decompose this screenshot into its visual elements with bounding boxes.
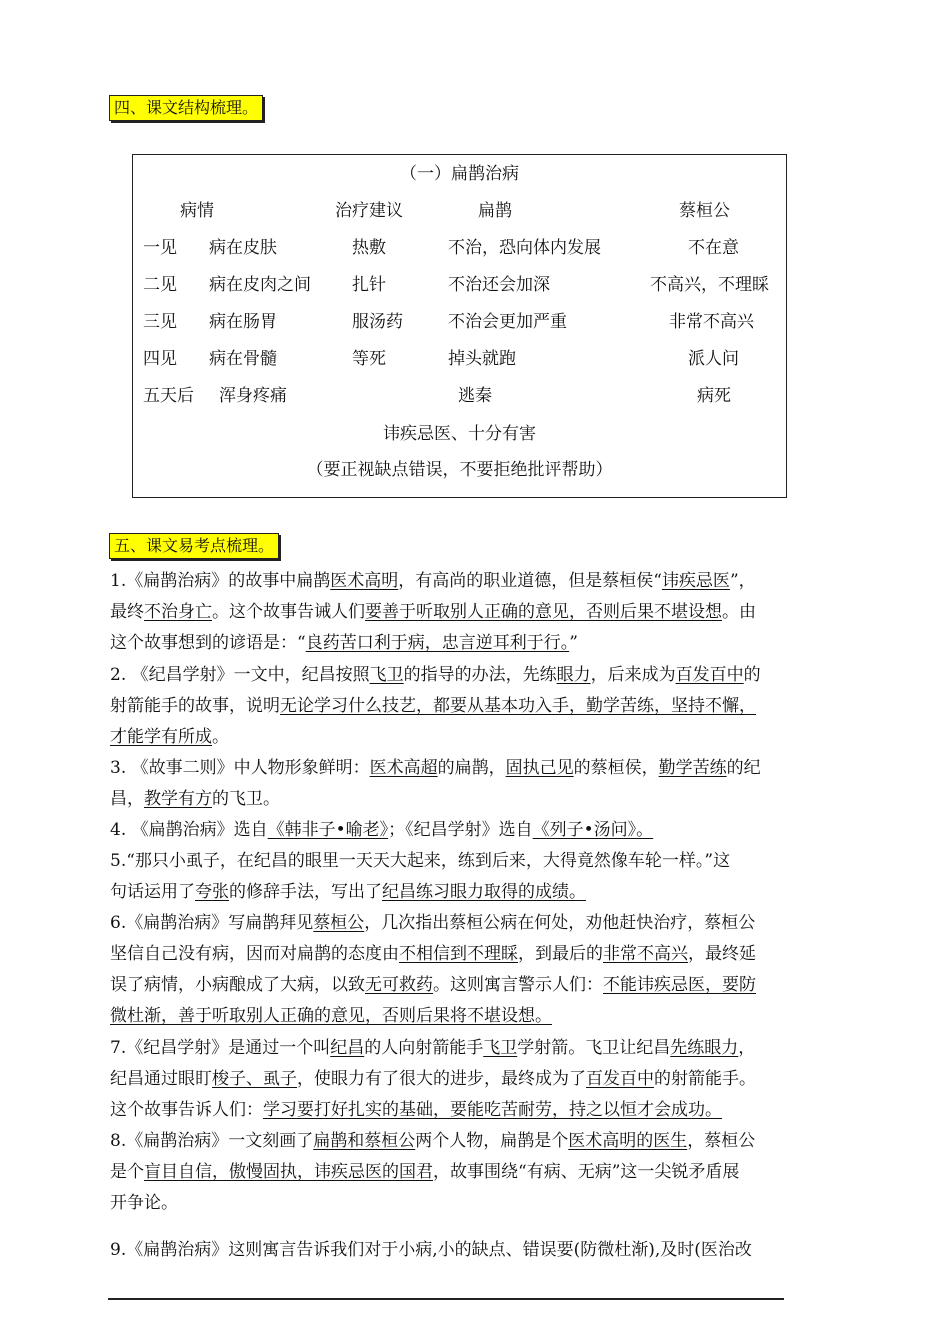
- row-caihuan: 病死: [697, 386, 731, 406]
- row-bianque: 不治会更加严重: [448, 312, 567, 332]
- item-text: 的射箭能手。: [654, 1069, 756, 1089]
- section4-heading: 四、课文结构梳理。: [109, 95, 263, 121]
- item-line: [110, 939, 845, 970]
- item-text: ，故事围绕“有病、无病”这一尖锐矛盾展: [433, 1162, 740, 1182]
- row-treatment: 热敷: [352, 238, 386, 258]
- underlined-answer: 不相信到不理睬: [399, 944, 518, 964]
- exam-point-item: [110, 846, 845, 908]
- row-stage: 五天后: [143, 386, 194, 406]
- underlined-answer: 非常不高兴: [603, 944, 688, 964]
- item-text: 学射箭。飞卫让纪昌: [517, 1038, 671, 1058]
- structure-table: [132, 154, 787, 498]
- underlined-answer: 蔡桓公: [313, 913, 365, 933]
- item-text: 的: [743, 665, 761, 685]
- row-treatment: 扎针: [352, 275, 386, 295]
- underlined-answer: 讳疾忌医: [661, 571, 730, 591]
- item-text: 6.《扁鹊治病》写扁鹊拜见: [110, 913, 314, 933]
- item-text: 昌，: [110, 789, 144, 809]
- item-text: ”，: [729, 571, 756, 591]
- item-text: 的指导的办法，先练: [403, 665, 557, 685]
- underlined-answer: 百发百中: [586, 1069, 654, 1089]
- item-text: 。: [212, 727, 229, 747]
- item-text: 的飞卫。: [212, 789, 280, 809]
- row-caihuan: 不在意: [688, 238, 739, 258]
- item-text: 1.《扁鹊治病》的故事中扁鹊: [110, 571, 331, 591]
- exam-point-item: [110, 908, 845, 1032]
- item-text: 。由: [722, 602, 756, 622]
- item-text: 两个人物，扁鹊是个: [415, 1131, 569, 1151]
- item-text: 这个故事告诉人们：: [110, 1100, 263, 1120]
- item-line: [110, 784, 845, 815]
- item-text: 的扁鹊，: [437, 758, 506, 778]
- item-text: 的蔡桓侯，: [573, 758, 659, 778]
- item-line: [110, 1235, 845, 1266]
- row-condition: 病在皮肤: [209, 238, 277, 258]
- item-text: ，后来成为: [590, 665, 676, 685]
- item-line: [110, 628, 845, 659]
- row-condition: 病在骨髓: [209, 349, 277, 369]
- underlined-answer: 飞卫: [483, 1038, 518, 1058]
- underlined-answer: 《韩非子•喻老》: [267, 820, 389, 840]
- row-bianque: 不治还会加深: [448, 275, 550, 295]
- item-line: [110, 877, 845, 908]
- item-text: 。这个故事告诫人们: [212, 602, 365, 622]
- item-line: [110, 722, 845, 753]
- table-lesson: （要正视缺点错误，不要拒绝批评帮助）: [306, 460, 613, 480]
- header-bianque: 扁鹊: [478, 201, 512, 221]
- item-text: ，有高尚的职业道德，但是蔡桓侯“: [398, 571, 662, 591]
- item-text: 2. 《纪昌学射》一文中，纪昌按照: [110, 665, 370, 685]
- exam-point-item: [110, 566, 845, 659]
- row-condition: 浑身疼痛: [219, 386, 287, 406]
- item-text: 5.“那只小虱子，在纪昌的眼里一天天大起来，练到后来，大得竟然像车轮一样。”这: [110, 851, 731, 871]
- underlined-answer: 眼力: [556, 665, 591, 685]
- underlined-answer: 微杜渐，善于听取别人正确的意见，否则后果将不堪设想。: [110, 1006, 552, 1026]
- underlined-answer: 学习要打好扎实的基础，要能吃苦耐劳，持之以恒才会成功。: [263, 1100, 722, 1120]
- item-text: ，到最后的: [518, 944, 603, 964]
- exam-point-item: [110, 753, 845, 815]
- row-bianque: 不治，恐向体内发展: [448, 238, 601, 258]
- item-text: ，蔡桓公: [687, 1131, 756, 1151]
- underlined-answer: 《列子•汤问》。: [532, 820, 654, 840]
- underlined-answer: 才能学有所成: [110, 727, 212, 747]
- row-treatment: 等死: [352, 349, 386, 369]
- item-text: 是个: [110, 1162, 144, 1182]
- row-condition: 病在皮肉之间: [209, 275, 311, 295]
- header-condition: 病情: [180, 201, 214, 221]
- item-text: 开争论。: [110, 1193, 178, 1213]
- item-text: 射箭能手的故事，说明: [110, 696, 280, 716]
- item-text: 最终: [110, 602, 144, 622]
- header-caihuan: 蔡桓公: [679, 201, 730, 221]
- row-condition: 病在肠胃: [209, 312, 277, 332]
- underlined-answer: 夸张: [195, 882, 229, 902]
- item-text: ，几次指出蔡桓公病在何处，劝他赶快治疗，蔡桓公: [364, 913, 756, 933]
- item-line: [110, 753, 845, 784]
- item-text: 纪昌通过眼盯: [110, 1069, 212, 1089]
- item-text: 这个故事想到的谚语是：“: [110, 633, 306, 653]
- underlined-answer: 要善于听取别人正确的意见，否则后果不堪设想: [365, 602, 722, 622]
- item-text: 7.《纪昌学射》是通过一个叫: [110, 1038, 331, 1058]
- underlined-answer: 医术高明的医生: [568, 1131, 688, 1151]
- item-text: 的人向射箭能手: [364, 1038, 484, 1058]
- item-text: 句话运用了: [110, 882, 195, 902]
- item-text: 8.《扁鹊治病》一文刻画了: [110, 1131, 314, 1151]
- item-line: [110, 660, 845, 691]
- underlined-answer: 勤学苦练: [658, 758, 727, 778]
- row-stage: 二见: [143, 275, 177, 295]
- item-text: ，使眼力有了很大的进步，最终成为了: [297, 1069, 586, 1089]
- underlined-answer: 医术高明: [330, 571, 399, 591]
- item-line: [110, 1033, 845, 1064]
- underlined-answer: 纪昌练习眼力取得的成绩。: [382, 882, 586, 902]
- item-line: [110, 1157, 845, 1188]
- item-line: [110, 846, 845, 877]
- item-line: [110, 908, 845, 939]
- underlined-answer: 不能讳疾忌医，要防: [603, 975, 756, 995]
- item-line: [110, 1001, 845, 1032]
- underlined-answer: 不治身亡: [144, 602, 212, 622]
- item-line: [110, 1126, 845, 1157]
- item-text: 9.《扁鹊治病》这则寓言告诉我们对于小病,小的缺点、错误要(防微杜渐),及时(医治改: [110, 1240, 752, 1260]
- row-stage: 四见: [143, 349, 177, 369]
- underlined-answer: 盲目自信，傲慢固执，讳疾忌医的国君: [144, 1162, 433, 1182]
- item-text: 3. 《故事二则》中人物形象鲜明：: [110, 758, 370, 778]
- item-text: ，最终延: [688, 944, 756, 964]
- item-text: 4. 《扁鹊治病》选自: [110, 820, 268, 840]
- item-line: [110, 1064, 845, 1095]
- header-treatment: 治疗建议: [335, 201, 403, 221]
- item-text: 误了病情，小病酿成了大病，以致: [110, 975, 365, 995]
- section5-heading: 五、课文易考点梳理。: [109, 533, 279, 559]
- item-text: ；《纪昌学射》选自: [388, 820, 533, 840]
- underlined-answer: 教学有方: [144, 789, 212, 809]
- item-text: 。这则寓言警示人们：: [433, 975, 603, 995]
- exam-point-item: [110, 815, 845, 846]
- item-text: 坚信自己没有病，因而对扁鹊的态度由: [110, 944, 399, 964]
- underlined-answer: 飞卫: [369, 665, 404, 685]
- underlined-answer: 百发百中: [675, 665, 744, 685]
- item-line: [110, 1188, 845, 1219]
- row-caihuan: 非常不高兴: [669, 312, 754, 332]
- item-text: 的纪: [726, 758, 761, 778]
- item-text: ”: [569, 633, 578, 653]
- underlined-answer: 无可救药: [365, 975, 433, 995]
- item-text: 的修辞手法，写出了: [229, 882, 382, 902]
- row-caihuan: 派人问: [688, 349, 739, 369]
- table-title: （一）扁鹊治病: [400, 164, 519, 184]
- item-line: [110, 691, 845, 722]
- item-line: [110, 566, 845, 597]
- row-caihuan: 不高兴，不理睬: [650, 275, 769, 295]
- table-conclusion: 讳疾忌医、十分有害: [383, 424, 536, 444]
- item-line: [110, 970, 845, 1001]
- underlined-answer: 纪昌: [330, 1038, 365, 1058]
- item-text: ，: [738, 1038, 756, 1058]
- bottom-rule: [108, 1298, 784, 1300]
- exam-point-item: [110, 1235, 845, 1266]
- underlined-answer: 扁鹊和蔡桓公: [313, 1131, 416, 1151]
- row-bianque: 逃秦: [458, 386, 492, 406]
- item-line: [110, 815, 845, 846]
- row-bianque: 掉头就跑: [448, 349, 516, 369]
- item-line: [110, 597, 845, 628]
- row-stage: 三见: [143, 312, 177, 332]
- underlined-answer: 良药苦口利于病，忠言逆耳利于行。: [305, 633, 570, 653]
- underlined-answer: 医术高超: [369, 758, 438, 778]
- row-treatment: 服汤药: [352, 312, 403, 332]
- underlined-answer: 无论学习什么技艺，都要从基本功入手，勤学苦练，坚持不懈，: [280, 696, 756, 716]
- exam-point-item: [110, 1033, 845, 1126]
- item-line: [110, 1095, 845, 1126]
- underlined-answer: 先练眼力: [670, 1038, 739, 1058]
- underlined-answer: 梭子、虱子: [212, 1069, 297, 1089]
- exam-point-item: [110, 1126, 845, 1219]
- exam-point-item: [110, 660, 845, 753]
- underlined-answer: 固执己见: [505, 758, 574, 778]
- row-stage: 一见: [143, 238, 177, 258]
